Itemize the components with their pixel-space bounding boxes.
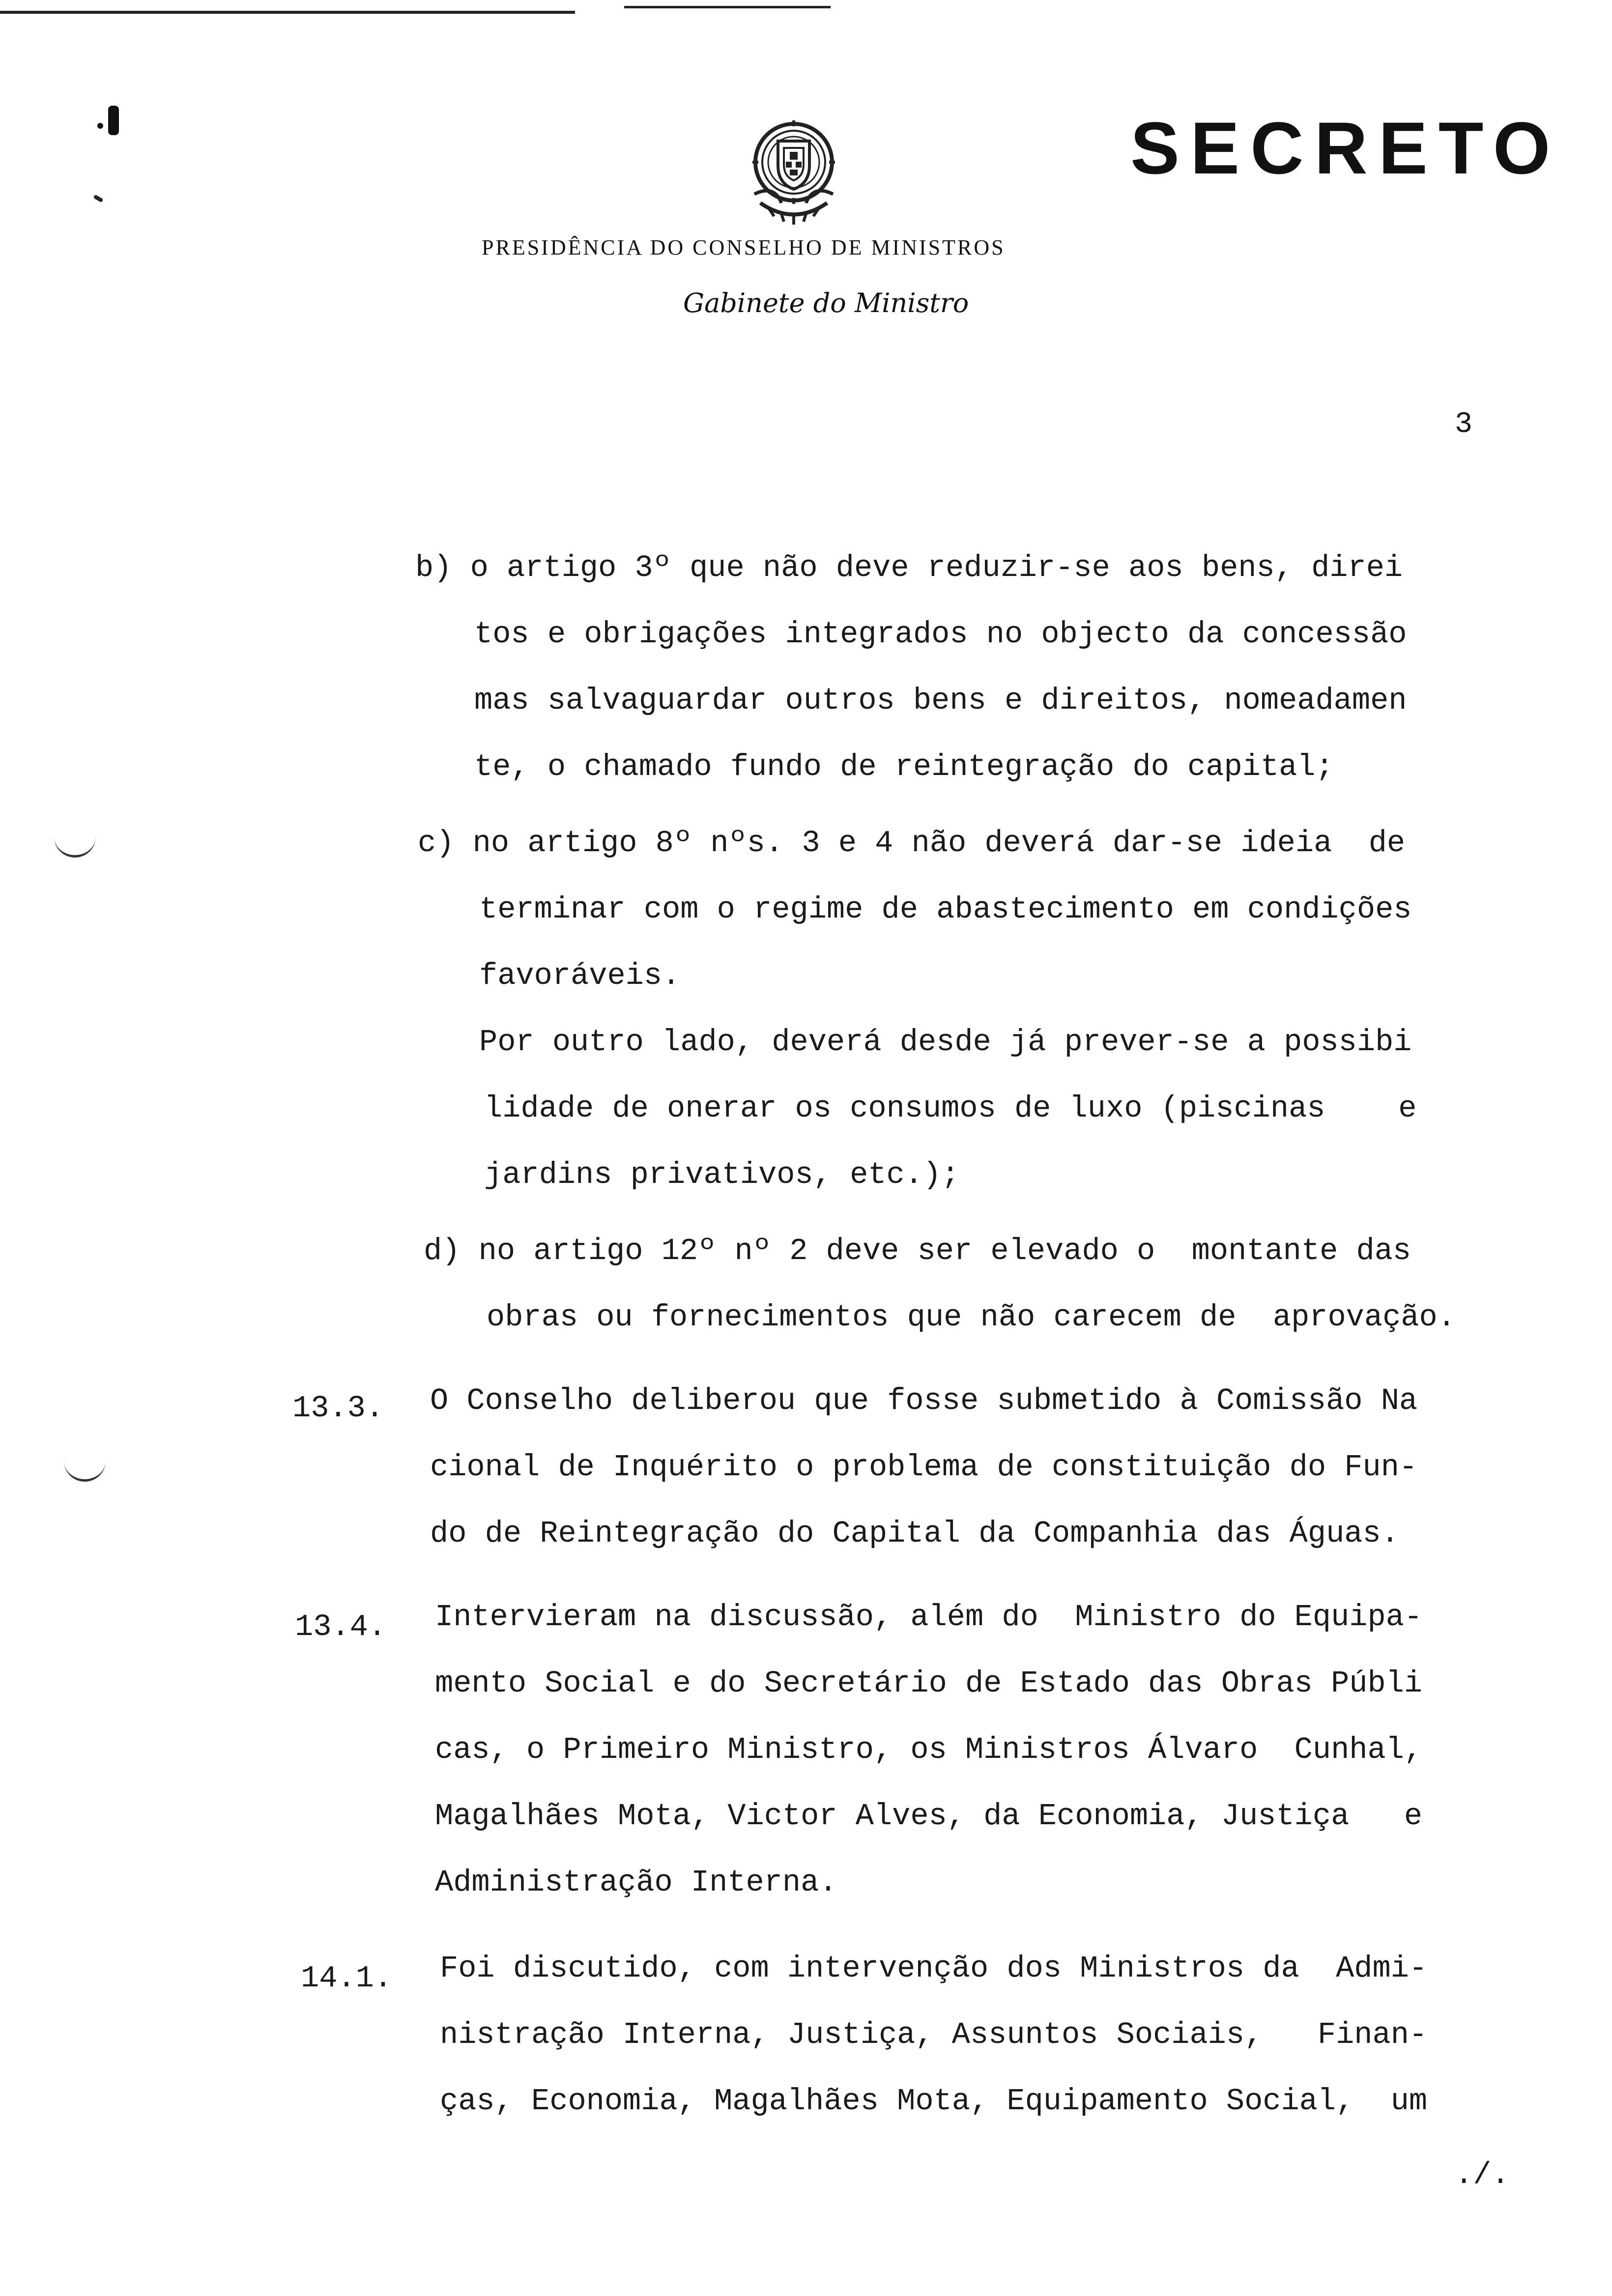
section-13-3-line: cional de Inquérito o problema de constituição do Fun- (430, 1450, 1418, 1485)
continuation-mark: ./. (1455, 2157, 1510, 2192)
item-b-line: b) o artigo 3º que não deve reduzir-se aos bens, direi (415, 550, 1403, 585)
item-c-line: lidade de onerar os consumos de luxo (piscinas e (484, 1091, 1417, 1126)
scan-speck (97, 123, 103, 129)
section-14-1-line: ças, Economia, Magalhães Mota, Equipamento Social, um (440, 2084, 1428, 2119)
item-c-line: c) no artigo 8º nºs. 3 e 4 não deverá dar-se ideia de (418, 826, 1406, 861)
section-13-3-line: do de Reintegração do Capital da Companhia das Águas. (430, 1516, 1399, 1551)
scan-rule-top-short (624, 6, 831, 8)
section-13-4-line: Intervieram na discussão, além do Ministro do Equipa- (435, 1600, 1423, 1635)
scan-rule-top (0, 11, 575, 14)
page-number: 3 (1455, 408, 1473, 441)
section-13-3-line: O Conselho deliberou que fosse submetido à Comissão Na (430, 1383, 1418, 1418)
section-13-4-line: Magalhães Mota, Victor Alves, da Economia, Justiça e (435, 1799, 1423, 1834)
item-c-line: Por outro lado, deverá desde já prever-se a possibi (479, 1025, 1412, 1060)
section-number: 13.4. (295, 1609, 387, 1644)
item-c-line: jardins privativos, etc.); (484, 1157, 960, 1192)
item-d-line: d) no artigo 12º nº 2 deve ser elevado o montante das (424, 1234, 1411, 1268)
institution-heading: PRESIDÊNCIA DO CONSELHO DE MINISTROS (482, 235, 1006, 259)
section-13-4-line: mento Social e do Secretário de Estado das Obras Públi (435, 1666, 1423, 1701)
item-c-line: favoráveis. (479, 958, 681, 993)
item-b-line: te, o chamado fundo de reintegração do capital; (474, 749, 1334, 784)
punch-hole-mark (64, 1460, 106, 1482)
item-b-line: mas salvaguardar outros bens e direitos, nomeadamen (474, 683, 1407, 718)
punch-hole-mark (54, 835, 96, 858)
section-14-1-line: nistração Interna, Justiça, Assuntos Sociais, Finan- (440, 2017, 1428, 2052)
scan-speck (93, 195, 103, 203)
coat-of-arms-icon (735, 111, 853, 229)
scan-speck (108, 106, 119, 135)
item-b-line: tos e obrigações integrados no objecto da concessão (474, 617, 1407, 652)
section-13-4-line: Administração Interna. (435, 1865, 837, 1900)
office-signature-heading: Gabinete do Ministro (683, 287, 969, 318)
section-13-4-line: cas, o Primeiro Ministro, os Ministros Álvaro Cunhal, (435, 1732, 1423, 1767)
section-number: 13.3. (292, 1391, 384, 1426)
section-14-1-line: Foi discutido, com intervenção dos Ministros da Admi- (440, 1951, 1428, 1986)
item-c-line: terminar com o regime de abastecimento em condições (479, 892, 1412, 927)
section-number: 14.1. (301, 1961, 393, 1996)
item-d-line: obras ou fornecimentos que não carecem de aprovação. (487, 1300, 1456, 1335)
classification-stamp: SECRETO (1130, 107, 1561, 189)
